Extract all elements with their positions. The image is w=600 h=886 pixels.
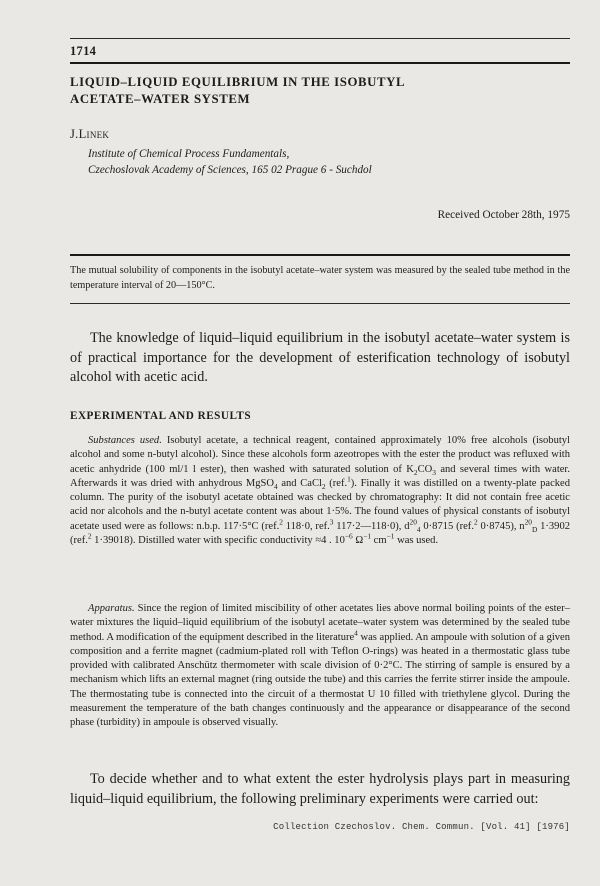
affiliation — [88, 146, 568, 178]
closing-paragraph: To decide whether and to what extent the ester hydrolysis plays part in measuring liquid–liquid equilibrium, the following preliminary experiments were carried out: — [70, 771, 570, 807]
substances-lead: Substances used. — [88, 435, 162, 446]
article-title — [70, 74, 540, 108]
header-top-rule — [70, 38, 570, 39]
header-bottom-rule — [70, 62, 570, 64]
received-date: Received October 28th, 1975 — [437, 209, 570, 221]
page-number: 1714 — [70, 44, 97, 58]
intro-paragraph: The knowledge of liquid–liquid equilibrium in the isobutyl acetate–water system is of practical importance for the development of esterification technology of isobutyl alcohol with acetic acid. — [70, 330, 570, 385]
title-line-2: ACETATE–WATER SYSTEM — [70, 92, 251, 106]
apparatus-paragraph: Apparatus. Since the region of limited miscibility of other acetates lies above normal boiling points of the ester–water mixtures the liquid–liquid equilibrium of the isobutyl acetate–water system was determined by the sealed tube method. A modification of the equipment described in the literature$^4$ was applied. An ampoule with solution of a given composition and a ferrite magnet (cadmium-plated roll with Teflon O-rings) was heated in a thermostatic glass tube provided with calibrated Anschütz thermometer with scale division of 0·2°C. The stirring of sample is ensured by a mechanism which lifts an external magnet (ring outside the tube) and this carries the ferrite stirrer inside the ampoule. The thermostating tube is connected into the circuit of a thermostat U 10 filled with triethylene glycol. During the measurement the temperature of the bath changes continuously and the appearance or disappearance of the second phase (turbidity) in ampoule is observed visually. — [70, 603, 570, 729]
section-heading: EXPERIMENTAL AND RESULTS — [70, 410, 252, 422]
abstract-bottom-rule — [70, 303, 570, 304]
substances-paragraph: Substances used. Isobutyl acetate, a technical reagent, contained approximately 10% free alcohols (isobutyl alcohol and some n-butyl alcohol). Since these alcohols form azeotropes with the ester the product was refluxed with acetic anhydride (100 ml/1 l ester), then washed with saturated solution of $K_2CO_3$ and several times with water. Afterwards it was dried with anhydrous MgSO$_4$ and CaCl$_2$ (ref.$^1$). Finally it was distilled on a twenty-plate packed column. The purity of the isobutyl acetate obtained was checked by chromatography: It did not contain free acetic acid nor alcohols and the n-butyl acetate content was about 1·5%. The found values of physical constants of isobutyl acetate used were as follows: n.b.p. 117·5°C (ref.$^2$ 118·0, ref.$^3$ 117·2—118·0), $d^{20}_4$ 0·8715 (ref.$^2$ 0·8745), $n^{20}_D$ 1·3902 (ref.$^2$ 1·39018). Distilled water with specific conductivity ≈4 . $10^{-6}$ $\Omega^{-1}$ $cm^{-1}$ was used. — [70, 435, 570, 547]
abstract: The mutual solubility of components in the isobutyl acetate–water system was measured by the sealed tube method in the temperature interval of 20—150°C. — [70, 265, 570, 291]
apparatus-lead: Apparatus. — [88, 603, 135, 614]
affiliation-line-2: Czechoslovak Academy of Sciences, 165 02 Prague 6 - Suchdol — [88, 164, 372, 176]
affiliation-line-1: Institute of Chemical Process Fundamentals, — [88, 148, 290, 160]
title-line-1: LIQUID–LIQUID EQUILIBRIUM IN THE ISOBUTYL — [70, 75, 406, 89]
journal-citation: Collection Czechoslov. Chem. Commun. [Vol. 41] [1976] — [273, 822, 570, 832]
author: J.Linek — [70, 127, 110, 141]
abstract-top-rule — [70, 254, 570, 256]
